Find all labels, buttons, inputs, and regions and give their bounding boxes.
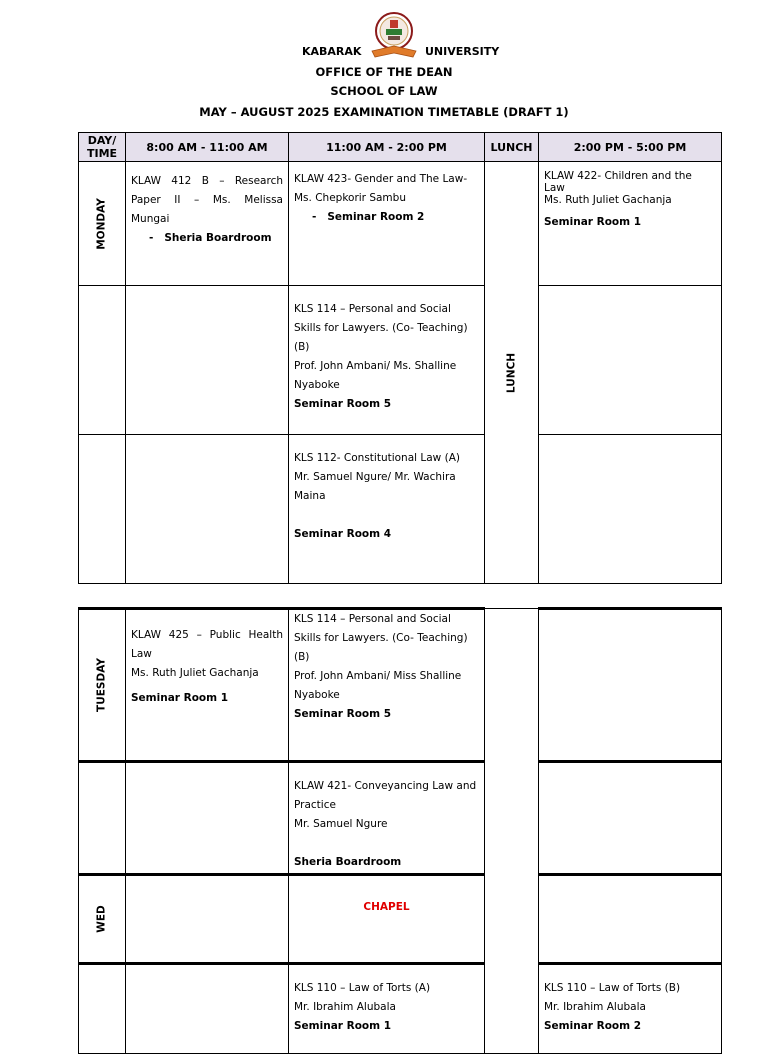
exam-title: KLS 114 – Personal and Social Skills for Lawyers. (Co- Teaching) (B) xyxy=(294,303,468,353)
day-cell-tuesday xyxy=(79,609,126,762)
chapel-cell xyxy=(289,875,485,964)
empty-cell xyxy=(126,286,289,435)
table-row xyxy=(79,609,722,762)
exam-title: KLAW 423- Gender and The Law- xyxy=(294,173,468,185)
school-title: SCHOOL OF LAW xyxy=(330,84,438,98)
exam-room: Seminar Room 5 xyxy=(294,398,392,410)
col-lunch: LUNCH xyxy=(485,133,539,162)
exam-cell xyxy=(289,964,485,1054)
exam-cell xyxy=(289,435,485,584)
table-row xyxy=(79,435,722,584)
exam-cell xyxy=(289,286,485,435)
empty-cell xyxy=(79,964,126,1054)
empty-cell xyxy=(539,435,722,584)
exam-cell xyxy=(289,609,485,762)
exam-room: Seminar Room 4 xyxy=(294,528,392,540)
exam-lecturer: Prof. John Ambani/ Ms. Shalline Nyaboke xyxy=(294,360,457,391)
exam-title: KLS 110 – Law of Torts (B) xyxy=(544,982,681,994)
office-title: OFFICE OF THE DEAN xyxy=(315,65,453,79)
table-row xyxy=(79,286,722,435)
col-day-time: DAY/ TIME xyxy=(79,133,126,162)
university-name-right: UNIVERSITY xyxy=(425,45,500,58)
empty-cell xyxy=(79,286,126,435)
empty-cell xyxy=(79,435,126,584)
table-row xyxy=(79,875,722,964)
col-slot-3: 2:00 PM - 5:00 PM xyxy=(539,133,722,162)
table-row xyxy=(79,162,722,286)
timetable-monday xyxy=(78,132,722,584)
empty-cell xyxy=(539,286,722,435)
exam-lecturer: Ms. Chepkorir Sambu xyxy=(294,192,406,204)
exam-lecturer: Ms. Ruth Juliet Gachanja xyxy=(544,194,672,206)
empty-cell xyxy=(79,762,126,875)
exam-title: KLS 112- Constitutional Law (A) xyxy=(294,452,460,464)
exam-room: Seminar Room 2 xyxy=(544,1020,642,1032)
lunch-cell xyxy=(485,162,539,584)
empty-cell xyxy=(126,435,289,584)
exam-cell xyxy=(126,609,289,762)
empty-cell xyxy=(126,762,289,875)
day-label: WED xyxy=(95,905,108,933)
exam-title: KLS 114 – Personal and Social Skills for Lawyers. (Co- Teaching) (B) xyxy=(294,613,468,663)
exam-title: KLAW 412 B – Research Paper II – Ms. Melissa Mungai xyxy=(131,175,283,225)
table-row xyxy=(79,964,722,1054)
exam-lecturer: Mr. Samuel Ngure xyxy=(294,818,388,830)
day-label: TUESDAY xyxy=(95,658,108,712)
exam-lecturer: Prof. John Ambani/ Miss Shalline Nyaboke xyxy=(294,670,462,701)
exam-title: KLS 110 – Law of Torts (A) xyxy=(294,982,431,994)
exam-title: KLAW 421- Conveyancing Law and Practice xyxy=(294,780,477,811)
exam-cell xyxy=(289,762,485,875)
day-cell-wednesday xyxy=(79,875,126,964)
exam-room: Seminar Room 1 xyxy=(294,1020,392,1032)
exam-room: - Seminar Room 2 xyxy=(312,211,425,223)
exam-lecturer: Mr. Samuel Ngure/ Mr. Wachira Maina xyxy=(294,471,456,502)
exam-title: KLAW 425 – Public Health Law xyxy=(131,629,283,660)
kabarak-university-crest-icon xyxy=(369,11,419,61)
empty-cell xyxy=(126,875,289,964)
exam-cell xyxy=(539,162,722,286)
exam-title: KLAW 422- Children and the Law xyxy=(544,170,692,194)
day-cell-monday xyxy=(79,162,126,286)
table-header-row xyxy=(79,133,722,162)
col-slot-2: 11:00 AM - 2:00 PM xyxy=(289,133,485,162)
chapel-label: CHAPEL xyxy=(363,901,410,913)
timetable-tuesday-wednesday xyxy=(78,607,722,1054)
day-label: MONDAY xyxy=(95,197,108,250)
exam-room: Seminar Room 1 xyxy=(131,692,229,704)
table-row xyxy=(79,762,722,875)
exam-room: - Sheria Boardroom xyxy=(149,232,272,244)
university-name-left: KABARAK xyxy=(302,45,362,58)
exam-room: Seminar Room 1 xyxy=(544,216,642,228)
exam-lecturer: Mr. Ibrahim Alubala xyxy=(544,1001,646,1013)
timetable-title: MAY – AUGUST 2025 EXAMINATION TIMETABLE (DRAFT 1) xyxy=(199,105,569,119)
empty-cell xyxy=(126,964,289,1054)
exam-room: Sheria Boardroom xyxy=(294,856,402,868)
empty-cell xyxy=(539,609,722,762)
exam-cell xyxy=(126,162,289,286)
empty-cell xyxy=(539,875,722,964)
exam-lecturer: Mr. Ibrahim Alubala xyxy=(294,1001,396,1013)
exam-cell xyxy=(289,162,485,286)
lunch-label: LUNCH xyxy=(505,352,517,393)
exam-lecturer: Ms. Ruth Juliet Gachanja xyxy=(131,667,259,679)
lunch-cell xyxy=(485,609,539,1054)
exam-cell xyxy=(539,964,722,1054)
col-slot-1: 8:00 AM - 11:00 AM xyxy=(126,133,289,162)
empty-cell xyxy=(539,762,722,875)
exam-room: Seminar Room 5 xyxy=(294,708,392,720)
